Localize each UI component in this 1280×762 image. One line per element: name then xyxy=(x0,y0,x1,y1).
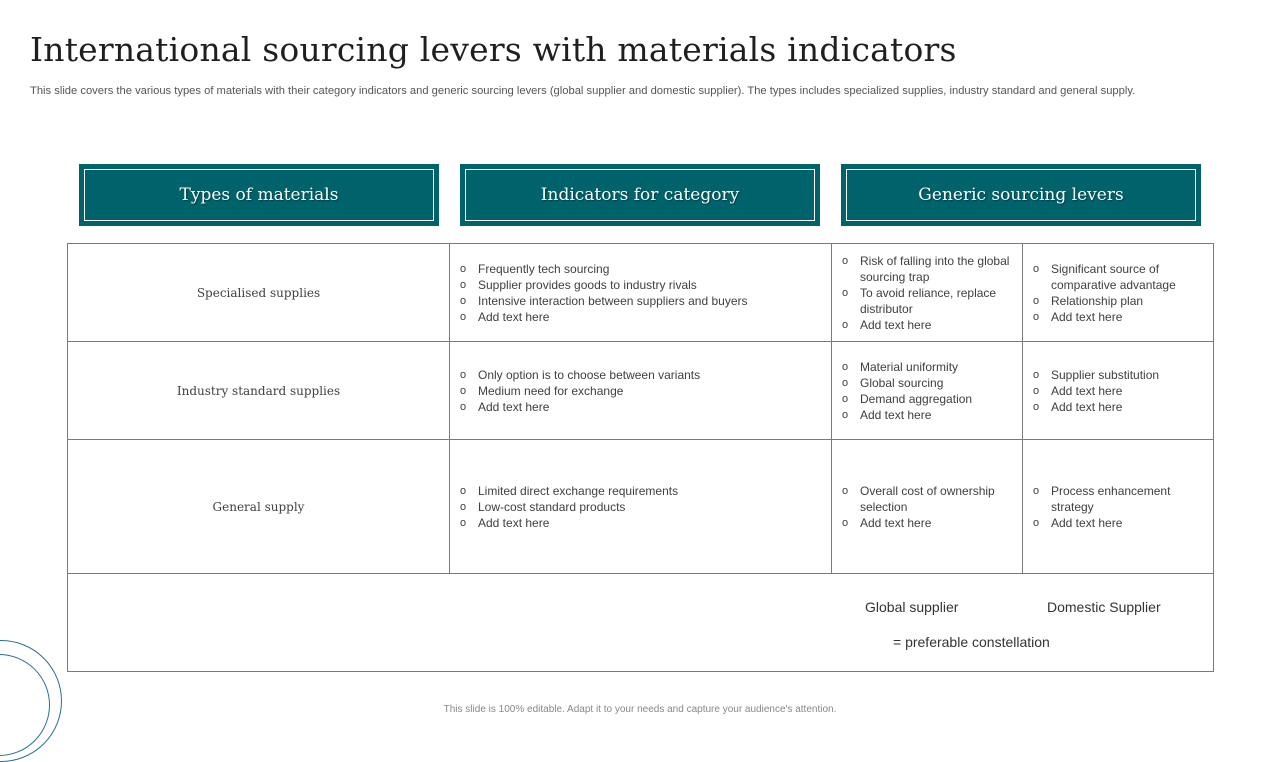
footer-note: This slide is 100% editable. Adapt it to your needs and capture your audience's attention. xyxy=(443,704,837,715)
bullet-item: o Medium need for exchange xyxy=(458,383,823,399)
slide-title: International sourcing levers with materials indicators xyxy=(30,30,957,69)
domestic-supplier-cell xyxy=(1023,244,1214,342)
bullet-item: o Supplier provides goods to industry rivals xyxy=(458,277,823,293)
bullet-item: o Overall cost of ownership selection xyxy=(840,483,1014,515)
indicators-cell xyxy=(450,342,832,440)
header-label: Indicators for category xyxy=(465,169,815,221)
bullet-list xyxy=(450,367,831,415)
table-row xyxy=(68,342,1214,440)
bullet-item: o Add text here xyxy=(458,309,823,325)
bullet-item: o Intensive interaction between suppliers and buyers xyxy=(458,293,823,309)
bullet-list xyxy=(832,483,1022,531)
header-label: Generic sourcing levers xyxy=(846,169,1196,221)
bullet-item: o Add text here xyxy=(1031,309,1205,325)
bullet-list xyxy=(1023,261,1213,325)
legend-domestic-supplier: Domestic Supplier xyxy=(1047,599,1161,615)
domestic-supplier-cell xyxy=(1023,440,1214,574)
row-label: Specialised supplies xyxy=(68,244,450,342)
bullet-item: o Frequently tech sourcing xyxy=(458,261,823,277)
legend-cell xyxy=(68,574,1214,672)
row-label: General supply xyxy=(68,440,450,574)
header-label: Types of materials xyxy=(84,169,434,221)
bullet-item: o Only option is to choose between variants xyxy=(458,367,823,383)
sourcing-table xyxy=(67,243,1214,672)
global-supplier-cell xyxy=(832,342,1023,440)
legend-note: = preferable constellation xyxy=(893,634,1050,650)
bullet-item: o Low-cost standard products xyxy=(458,499,823,515)
bullet-item: o Risk of falling into the global sourcing trap xyxy=(840,253,1014,285)
legend-row xyxy=(68,574,1214,672)
bullet-item: o Demand aggregation xyxy=(840,391,1014,407)
bullet-item: o Add text here xyxy=(458,515,823,531)
bullet-list xyxy=(450,483,831,531)
bullet-item: o Supplier substitution xyxy=(1031,367,1205,383)
bullet-item: o Process enhancement strategy xyxy=(1031,483,1205,515)
bullet-item: o Add text here xyxy=(1031,515,1205,531)
indicators-cell xyxy=(450,440,832,574)
bullet-item: o Material uniformity xyxy=(840,359,1014,375)
legend-global-supplier: Global supplier xyxy=(865,599,959,615)
bullet-list xyxy=(450,261,831,325)
bullet-list xyxy=(1023,483,1213,531)
bullet-list xyxy=(832,253,1022,333)
row-label: Industry standard supplies xyxy=(68,342,450,440)
table-row xyxy=(68,440,1214,574)
bullet-list xyxy=(1023,367,1213,415)
bullet-item: o Global sourcing xyxy=(840,375,1014,391)
indicators-cell xyxy=(450,244,832,342)
global-supplier-cell xyxy=(832,244,1023,342)
bullet-item: o Add text here xyxy=(840,515,1014,531)
bullet-list xyxy=(832,359,1022,423)
header-indicators-for-category xyxy=(460,164,820,226)
header-types-of-materials xyxy=(79,164,439,226)
table-row xyxy=(68,244,1214,342)
header-generic-sourcing-levers xyxy=(841,164,1201,226)
bullet-item: o Add text here xyxy=(840,317,1014,333)
bullet-item: o Add text here xyxy=(1031,399,1205,415)
bullet-item: o Add text here xyxy=(840,407,1014,423)
bullet-item: o Significant source of comparative advantage xyxy=(1031,261,1205,293)
bullet-item: o Add text here xyxy=(458,399,823,415)
bullet-item: o Relationship plan xyxy=(1031,293,1205,309)
bullet-item: o Add text here xyxy=(1031,383,1205,399)
slide-subtitle: This slide covers the various types of materials with their category indicators and generic sourcing levers (global supplier and domestic supplier). The types includes specialized supplies, industry standard and general supply. xyxy=(30,85,1136,97)
global-supplier-cell xyxy=(832,440,1023,574)
bullet-item: o Limited direct exchange requirements xyxy=(458,483,823,499)
domestic-supplier-cell xyxy=(1023,342,1214,440)
bullet-item: o To avoid reliance, replace distributor xyxy=(840,285,1014,317)
